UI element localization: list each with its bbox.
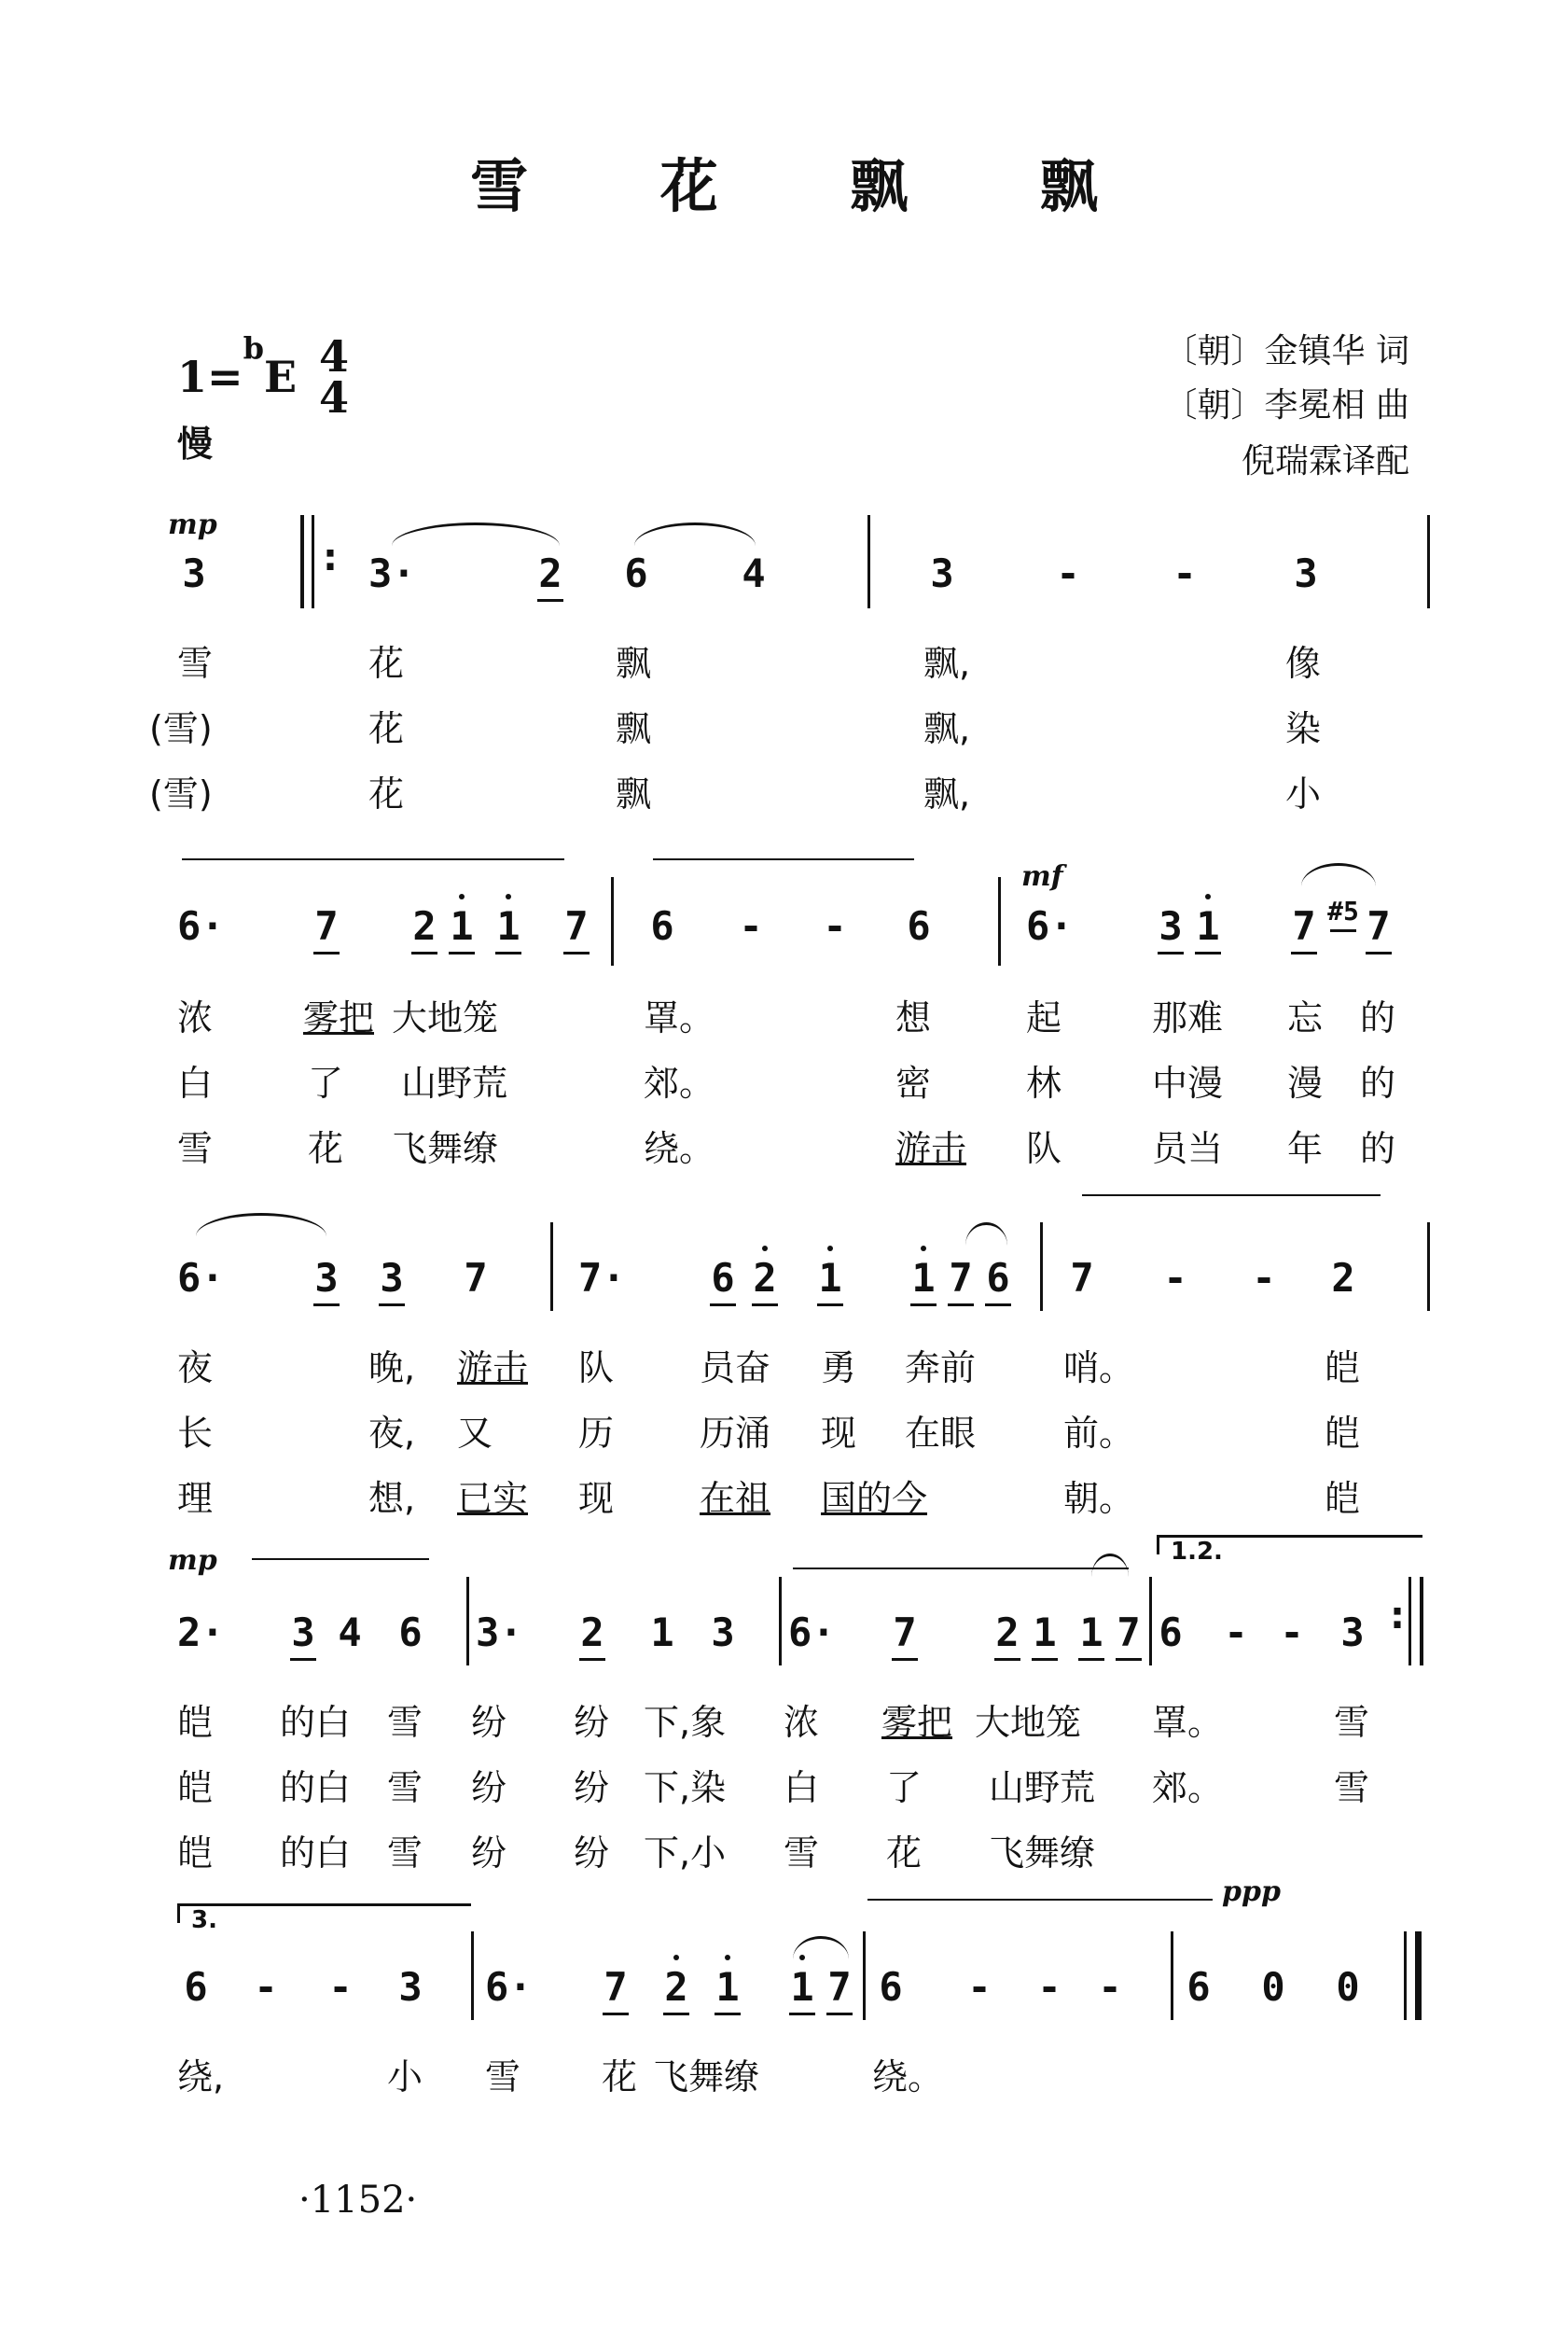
lyric: 的白 — [280, 1832, 352, 1874]
slur — [1301, 863, 1376, 886]
note: 6 — [907, 903, 931, 949]
note: 2 — [574, 1609, 611, 1655]
note: - — [1252, 1255, 1276, 1301]
lyric: 在眼 — [905, 1413, 977, 1454]
note: - — [1056, 550, 1080, 596]
lyric: 雪 — [387, 1767, 423, 1808]
volta-1-2: 1.2. — [1157, 1535, 1422, 1554]
note: 7· — [578, 1255, 626, 1301]
lyric: 花 — [308, 1128, 344, 1169]
lyric: 皑 — [177, 1702, 214, 1743]
lyric: 纷 — [574, 1702, 610, 1743]
barline — [611, 877, 614, 966]
note: 3 — [398, 1964, 423, 2010]
note: 7 — [1110, 1609, 1147, 1655]
lyric: 员奋 — [700, 1347, 771, 1388]
barline — [1171, 1931, 1173, 2020]
note: 2 — [532, 550, 569, 596]
lyric: (雪) — [149, 708, 213, 749]
lyric: 国的今 — [821, 1478, 928, 1519]
note: 3· — [476, 1609, 523, 1655]
note: 3 — [1294, 550, 1318, 596]
note: - — [328, 1964, 353, 2010]
note: 7 — [942, 1255, 979, 1301]
note: - — [1037, 1964, 1062, 2010]
note: - — [739, 903, 763, 949]
note: 1 — [650, 1609, 674, 1655]
lyric: 浓 — [177, 997, 214, 1038]
dynamic-mp-1: mp — [168, 509, 217, 541]
lyric: 雾把 — [303, 997, 375, 1038]
lyric: 飘, — [923, 708, 971, 749]
page-number: ·1152· — [298, 2179, 418, 2222]
note: 7 — [821, 1964, 858, 2010]
lyric: 皑 — [1325, 1347, 1361, 1388]
lyric: 的 — [1360, 1063, 1396, 1104]
lyric: 飘 — [616, 773, 652, 815]
note: 6· — [485, 1964, 533, 2010]
lyric: 雪 — [177, 643, 214, 684]
note: 1 — [443, 903, 480, 949]
note: 7 — [464, 1255, 488, 1301]
dynamic-ppp: ppp — [1222, 1875, 1281, 1908]
lyric: 皑 — [177, 1767, 214, 1808]
lyric: 雪 — [485, 2056, 521, 2097]
note: 7 — [886, 1609, 923, 1655]
note: 1 — [1189, 903, 1227, 949]
dynamic-mp-2: mp — [168, 1544, 217, 1577]
lyric: 下,染 — [644, 1767, 727, 1808]
lyric: 队 — [578, 1347, 615, 1388]
note: 2 — [989, 1609, 1026, 1655]
flat-sign: b — [243, 330, 264, 366]
lyric: 游击 — [457, 1347, 529, 1388]
slur — [1091, 1554, 1129, 1577]
lyric: 纷 — [471, 1702, 507, 1743]
lyric: 飞舞缭 — [989, 1832, 1096, 1874]
lyric: 飘 — [616, 643, 652, 684]
lyric: 浓 — [784, 1702, 820, 1743]
hairpin — [182, 858, 564, 860]
barline — [1404, 1931, 1407, 2020]
note: - — [1163, 1255, 1187, 1301]
lyric: 晚, — [368, 1347, 416, 1388]
note: 3 — [182, 550, 206, 596]
note: 6 — [398, 1609, 423, 1655]
lyric: 飞舞缭 — [392, 1128, 499, 1169]
lyric: (雪) — [149, 773, 213, 815]
time-signature — [319, 331, 350, 423]
lyric: 雪 — [1334, 1767, 1370, 1808]
lyric: 勇 — [821, 1347, 857, 1388]
lyric: 漫 — [1287, 1063, 1324, 1104]
note: 3 — [308, 1255, 345, 1301]
note: 7 — [558, 903, 595, 949]
sharp-note: #5 — [1325, 896, 1362, 927]
lyric: 夜 — [177, 1347, 214, 1388]
note: 7 — [1360, 903, 1397, 949]
barline-repeat-start — [300, 515, 304, 608]
lyric: 花 — [602, 2056, 638, 2097]
lyric: 已实 — [457, 1478, 529, 1519]
note: 6 — [650, 903, 674, 949]
lyric: 雪 — [177, 1128, 214, 1169]
note: 7 — [1070, 1255, 1094, 1301]
hairpin — [1082, 1194, 1381, 1196]
lyric: 郊。 — [644, 1063, 715, 1104]
barline — [466, 1577, 469, 1665]
lyric: 员当 — [1152, 1128, 1224, 1169]
lyric: 纷 — [574, 1832, 610, 1874]
lyric: 奔前 — [905, 1347, 977, 1388]
volta-3: 3. — [177, 1903, 471, 1923]
lyric: 雪 — [1334, 1702, 1370, 1743]
hairpin — [252, 1558, 429, 1560]
lyric: 白 — [784, 1767, 820, 1808]
lyric: 现 — [578, 1478, 615, 1519]
note: 6· — [177, 1255, 225, 1301]
note: 6· — [788, 1609, 836, 1655]
lyric: 纷 — [471, 1832, 507, 1874]
slur — [965, 1222, 1007, 1246]
lyric: 花 — [368, 643, 405, 684]
lyric: 雪 — [387, 1832, 423, 1874]
note: 6 — [1186, 1964, 1211, 2010]
lyric: 飞舞缭 — [653, 2056, 760, 2097]
note: 6 — [184, 1964, 208, 2010]
lyric: 雾把 — [881, 1702, 953, 1743]
note: - — [1224, 1609, 1248, 1655]
slur — [634, 523, 756, 546]
note: 1 — [905, 1255, 942, 1301]
hairpin — [867, 1899, 1213, 1901]
lyric: 起 — [1026, 997, 1062, 1038]
credit-lyricist: 〔朝〕金镇华 词 — [1163, 332, 1409, 370]
repeat-dots: : — [1390, 1595, 1405, 1637]
lyric: 了 — [886, 1767, 923, 1808]
slur — [392, 523, 560, 546]
note: 6 — [879, 1964, 903, 2010]
note: 1 — [490, 903, 527, 949]
lyric: 夜, — [368, 1413, 416, 1454]
note: 4 — [338, 1609, 362, 1655]
note: 2 — [1331, 1255, 1355, 1301]
note: 2· — [177, 1609, 225, 1655]
note: 1 — [812, 1255, 849, 1301]
slur — [196, 1213, 326, 1236]
hairpin — [793, 1568, 1129, 1569]
lyric: 飘 — [616, 708, 652, 749]
lyric: 的白 — [280, 1767, 352, 1808]
lyric: 哨。 — [1063, 1347, 1135, 1388]
song-title: 雪 花 飘 飘 — [470, 152, 1154, 220]
tempo-marking: 慢 — [177, 424, 214, 465]
lyric: 飘, — [923, 773, 971, 815]
lyric: 雪 — [784, 1832, 820, 1874]
barline — [1040, 1222, 1043, 1311]
lyric: 皑 — [177, 1832, 214, 1874]
lyric: 密 — [895, 1063, 932, 1104]
credit-composer: 〔朝〕李冕相 曲 — [1163, 386, 1409, 425]
lyric: 游击 — [895, 1128, 967, 1169]
lyric: 林 — [1026, 1063, 1062, 1104]
lyric: 理 — [177, 1478, 214, 1519]
lyric: 的白 — [280, 1702, 352, 1743]
barline — [471, 1931, 474, 2020]
barline — [779, 1577, 782, 1665]
lyric: 大地笼 — [975, 1702, 1082, 1743]
note: 0 — [1261, 1964, 1285, 2010]
note: 3 — [1340, 1609, 1365, 1655]
note: 1 — [1026, 1609, 1063, 1655]
lyric: 小 — [1285, 773, 1322, 815]
barline — [863, 1931, 866, 2020]
final-barline — [1415, 1931, 1422, 2020]
barline — [312, 515, 314, 608]
note: 7 — [1285, 903, 1323, 949]
lyric: 纷 — [471, 1767, 507, 1808]
lyric: 队 — [1026, 1128, 1062, 1169]
barline-repeat-end — [1420, 1577, 1423, 1665]
time-top: 4 — [319, 331, 350, 382]
key-signature — [177, 330, 350, 423]
note: 6 — [704, 1255, 742, 1301]
lyric: 绕。 — [872, 2056, 944, 2097]
lyric: 花 — [368, 708, 405, 749]
lyric: 飘, — [923, 643, 971, 684]
lyric: 想, — [368, 1478, 416, 1519]
note: 3 — [1152, 903, 1189, 949]
note: - — [1173, 550, 1197, 596]
lyric: 花 — [886, 1832, 923, 1874]
note: 1 — [784, 1964, 821, 2010]
note: 7 — [597, 1964, 634, 2010]
lyric: 下,象 — [644, 1702, 727, 1743]
note: 1 — [1073, 1609, 1110, 1655]
note: 2 — [746, 1255, 784, 1301]
lyric: 忘 — [1287, 997, 1324, 1038]
lyric: 历涌 — [700, 1413, 771, 1454]
dynamic-mf: mf — [1021, 860, 1063, 893]
lyric: 绕, — [177, 2056, 225, 2097]
lyric: 花 — [368, 773, 405, 815]
note: 1 — [709, 1964, 746, 2010]
lyric: 中漫 — [1152, 1063, 1224, 1104]
lyric: 白 — [177, 1063, 214, 1104]
note: 6 — [1159, 1609, 1183, 1655]
repeat-dots: : — [323, 536, 338, 579]
key-letter: E — [263, 352, 297, 402]
lyric: 雪 — [387, 1702, 423, 1743]
note: - — [254, 1964, 278, 2010]
lyric: 的 — [1360, 997, 1396, 1038]
note: 3 — [711, 1609, 735, 1655]
lyric: 的 — [1360, 1128, 1396, 1169]
barline — [1427, 515, 1430, 608]
note: 6· — [177, 903, 225, 949]
lyric: 想 — [895, 997, 932, 1038]
lyric: 罩。 — [1152, 1702, 1224, 1743]
lyric: 绕。 — [644, 1128, 715, 1169]
lyric: 皑 — [1325, 1413, 1361, 1454]
lyric: 染 — [1285, 708, 1322, 749]
barline — [1427, 1222, 1430, 1311]
lyric: 前。 — [1063, 1413, 1135, 1454]
note: 2 — [658, 1964, 695, 2010]
note: 2 — [406, 903, 443, 949]
lyric: 朝。 — [1063, 1478, 1135, 1519]
lyric: 大地笼 — [392, 997, 499, 1038]
lyric: 在祖 — [700, 1478, 771, 1519]
lyric: 纷 — [574, 1767, 610, 1808]
key-prefix: 1= — [177, 352, 243, 402]
note: 6 — [624, 550, 648, 596]
note: - — [1098, 1964, 1122, 2010]
note: 3 — [930, 550, 954, 596]
lyric: 现 — [821, 1413, 857, 1454]
note: 7 — [308, 903, 345, 949]
lyric: 又 — [457, 1413, 493, 1454]
lyric: 长 — [177, 1413, 214, 1454]
barline — [1408, 1577, 1411, 1665]
note: - — [823, 903, 847, 949]
credit-translator: 倪瑞霖译配 — [1241, 442, 1409, 481]
lyric: 山野荒 — [401, 1063, 508, 1104]
note: 0 — [1336, 1964, 1360, 2010]
lyric: 罩。 — [644, 997, 715, 1038]
barline — [550, 1222, 553, 1311]
lyric: 了 — [308, 1063, 344, 1104]
barline — [867, 515, 870, 608]
hairpin — [653, 858, 914, 860]
lyric: 年 — [1287, 1128, 1324, 1169]
note: - — [1280, 1609, 1304, 1655]
lyric: 皑 — [1325, 1478, 1361, 1519]
time-bottom: 4 — [319, 372, 350, 423]
note: 6· — [1026, 903, 1074, 949]
note: 3 — [373, 1255, 410, 1301]
note: 4 — [742, 550, 766, 596]
note: 3 — [284, 1609, 322, 1655]
lyric: 小 — [387, 2056, 423, 2097]
lyric: 历 — [578, 1413, 615, 1454]
lyric: 山野荒 — [989, 1767, 1096, 1808]
lyric: 郊。 — [1152, 1767, 1224, 1808]
lyric: 下,小 — [644, 1832, 727, 1874]
lyric: 那难 — [1152, 997, 1224, 1038]
barline — [998, 877, 1001, 966]
note: - — [967, 1964, 992, 2010]
lyric: 像 — [1285, 643, 1322, 684]
note: 3· — [368, 550, 416, 596]
note: 6 — [979, 1255, 1017, 1301]
